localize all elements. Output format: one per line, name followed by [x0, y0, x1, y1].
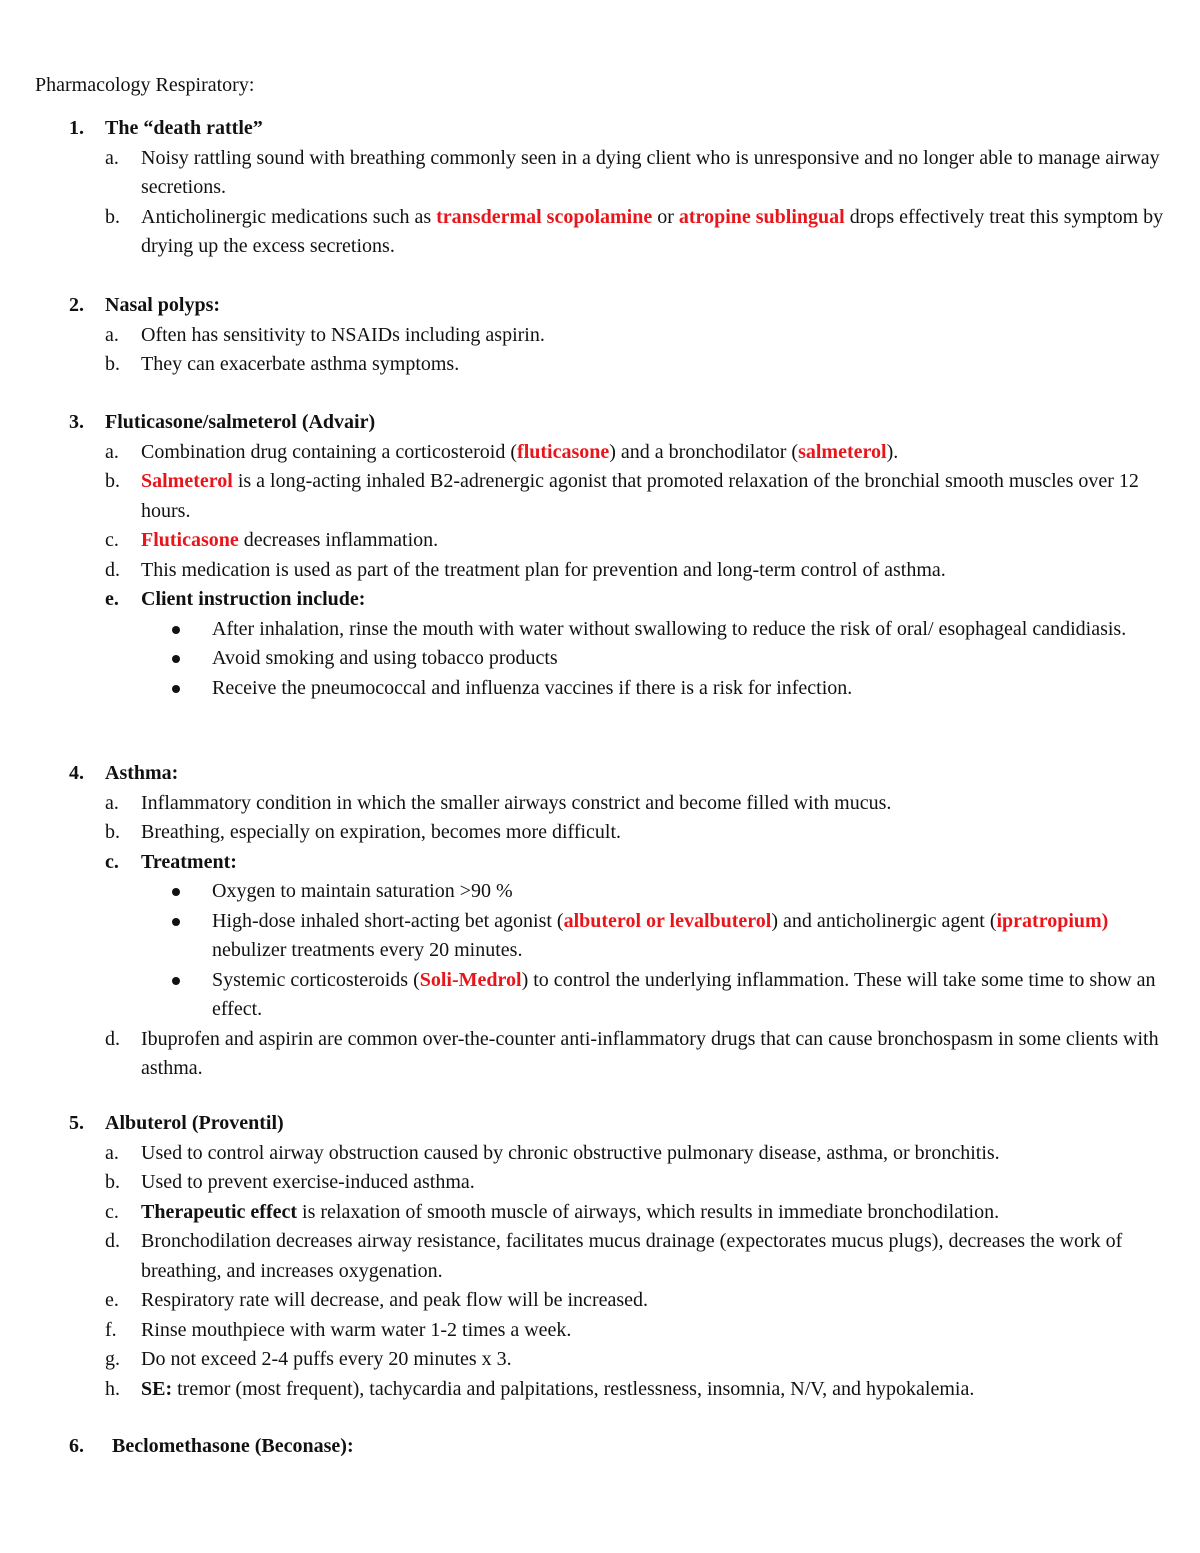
section-number: 1.	[69, 117, 84, 139]
bullet-text: Oxygen to maintain saturation >90 %	[212, 880, 513, 902]
bullet-icon	[172, 977, 180, 985]
item-marker: c.	[105, 1200, 119, 1223]
list-item	[0, 203, 1200, 262]
list-item	[0, 467, 1200, 526]
item-text: Bronchodilation decreases airway resistance, facilitates mucus drainage (expectorates mucus plugs), decreases the work of breathing, and increases oxygenation.	[141, 1230, 1123, 1282]
item-text: This medication is used as part of the treatment plan for prevention and long-term control of asthma.	[141, 558, 946, 581]
item-text: is relaxation of smooth muscle of airways, which results in immediate bronchodilation.	[297, 1200, 1000, 1223]
section-title: Albuterol (Proventil)	[105, 1112, 284, 1134]
item-text: ).	[886, 440, 899, 463]
highlight-drug: fluticasone	[517, 440, 610, 463]
list-item	[0, 848, 1200, 878]
item-marker: e.	[105, 1289, 119, 1311]
highlight-drug: salmeterol	[798, 440, 887, 463]
section-heading	[0, 291, 1200, 321]
section-heading	[0, 1432, 1200, 1462]
list-item	[0, 1316, 1200, 1346]
section-advair	[0, 408, 1200, 703]
highlight-drug: albuterol or levalbuterol	[563, 909, 772, 932]
section-albuterol	[0, 1109, 1200, 1404]
item-marker: b.	[105, 470, 120, 492]
section-number: 4.	[69, 762, 84, 784]
item-marker: a.	[105, 323, 119, 346]
item-text: Respiratory rate will decrease, and peak flow will be increased.	[141, 1289, 649, 1311]
bullet-text: After inhalation, rinse the mouth with water without swallowing to reduce the risk of oral/ esophageal candidiasis.	[212, 617, 1127, 640]
section-number: 6.	[69, 1435, 84, 1457]
item-marker: d.	[105, 1230, 120, 1252]
item-text: or	[652, 205, 679, 228]
item-text: Often has sensitivity to NSAIDs including aspirin.	[141, 323, 545, 346]
bullet-item	[0, 644, 1200, 674]
bullet-text: nebulizer treatments every 20 minutes.	[212, 939, 523, 961]
bullet-icon	[172, 685, 180, 693]
item-marker: b.	[105, 205, 120, 228]
highlight-drug: Salmeterol	[141, 470, 233, 492]
highlight-drug: ipratropium)	[996, 909, 1109, 932]
bullet-icon	[172, 888, 180, 896]
highlight-drug: atropine sublingual	[678, 205, 845, 228]
bullet-icon	[172, 655, 180, 663]
item-text: decreases inflammation.	[238, 529, 439, 551]
list-item	[0, 350, 1200, 380]
list-item	[0, 789, 1200, 819]
item-marker: a.	[105, 146, 119, 169]
section-title: Nasal polyps:	[105, 294, 221, 316]
item-marker: f.	[105, 1318, 117, 1341]
item-marker: g.	[105, 1348, 120, 1370]
item-marker: c.	[105, 850, 119, 873]
item-marker: b.	[105, 1171, 120, 1193]
item-text: ) and a bronchodilator (	[609, 440, 799, 463]
item-text: Do not exceed 2-4 puffs every 20 minutes x 3.	[141, 1348, 512, 1370]
bullet-item	[0, 615, 1200, 645]
list-item	[0, 321, 1200, 351]
list-item	[0, 1375, 1200, 1405]
item-text: Ibuprofen and aspirin are common over-the-counter anti-inflammatory drugs that can cause bronchospasm in some clients with asthma.	[141, 1027, 1159, 1079]
bullet-item	[0, 674, 1200, 704]
bullet-text: High-dose inhaled short-acting bet agonist (	[212, 909, 564, 932]
item-marker: d.	[105, 1027, 120, 1050]
item-text: Treatment:	[141, 850, 237, 873]
section-heading	[0, 408, 1200, 438]
section-number: 2.	[69, 294, 84, 316]
bullet-item	[0, 877, 1200, 907]
section-heading	[0, 1109, 1200, 1139]
item-text: Client instruction include:	[141, 588, 366, 610]
item-marker: a.	[105, 791, 119, 814]
item-text: Combination drug containing a corticosteroid (	[141, 440, 518, 463]
list-item	[0, 1286, 1200, 1316]
section-number: 5.	[69, 1112, 84, 1134]
list-item	[0, 556, 1200, 586]
item-marker: c.	[105, 529, 119, 551]
item-text: Rinse mouthpiece with warm water 1-2 times a week.	[141, 1318, 572, 1341]
item-marker: b.	[105, 821, 120, 843]
list-item	[0, 1139, 1200, 1169]
section-title: Fluticasone/salmeterol (Advair)	[105, 411, 376, 433]
item-marker: h.	[105, 1377, 120, 1400]
list-item	[0, 818, 1200, 848]
list-item	[0, 585, 1200, 615]
item-text: tremor (most frequent), tachycardia and palpitations, restlessness, insomnia, N/V, and hypokalemia.	[172, 1377, 975, 1400]
bold-term: SE:	[141, 1377, 173, 1400]
bold-term: Therapeutic effect	[141, 1200, 298, 1223]
list-item	[0, 526, 1200, 556]
item-marker: a.	[105, 1141, 119, 1164]
item-text: Used to control airway obstruction caused by chronic obstructive pulmonary disease, asthma, or bronchitis.	[141, 1141, 1000, 1164]
bullet-icon	[172, 918, 180, 926]
item-text: Inflammatory condition in which the smaller airways constrict and become filled with mucus.	[141, 791, 892, 814]
list-item	[0, 1168, 1200, 1198]
list-item	[0, 1198, 1200, 1228]
highlight-drug: transdermal scopolamine	[436, 205, 653, 228]
bullet-item	[0, 907, 1200, 966]
bullet-icon	[172, 626, 180, 634]
item-marker: d.	[105, 558, 120, 581]
highlight-drug: Soli-Medrol	[419, 968, 522, 991]
section-death-rattle	[0, 114, 1200, 262]
section-heading	[0, 759, 1200, 789]
list-item	[0, 144, 1200, 203]
section-title: Beclomethasone (Beconase):	[112, 1435, 354, 1457]
item-marker: b.	[105, 353, 120, 375]
bullet-text: Systemic corticosteroids (	[212, 968, 420, 991]
item-text: is a long-acting inhaled B2-adrenergic agonist that promoted relaxation of the bronchial smooth muscles over 12 hours.	[141, 470, 1139, 522]
item-marker: a.	[105, 440, 119, 463]
item-text: drops effectively treat this symptom by drying up the excess secretions.	[141, 205, 1164, 257]
bullet-text: ) to control the underlying inflammation. These will take some time to show an effect.	[212, 968, 1156, 1020]
item-text: Noisy rattling sound with breathing commonly seen in a dying client who is unresponsive and no longer able to manage airway secretions.	[141, 146, 1160, 198]
section-asthma	[0, 759, 1200, 1084]
list-item	[0, 1227, 1200, 1286]
section-beclomethasone	[0, 1432, 1200, 1462]
bullet-item	[0, 966, 1200, 1025]
highlight-drug: Fluticasone	[141, 529, 239, 551]
list-item	[0, 1345, 1200, 1375]
list-item	[0, 1025, 1200, 1084]
bullet-text: ) and anticholinergic agent (	[771, 909, 997, 932]
item-text: They can exacerbate asthma symptoms.	[141, 353, 460, 375]
item-text: Anticholinergic medications such as	[141, 205, 437, 228]
item-text: Used to prevent exercise-induced asthma.	[141, 1171, 475, 1193]
section-number: 3.	[69, 411, 84, 433]
section-title: Asthma:	[105, 762, 179, 784]
item-text: Breathing, especially on expiration, becomes more difficult.	[141, 821, 622, 843]
item-marker: e.	[105, 588, 119, 610]
section-heading	[0, 114, 1200, 144]
bullet-text: Avoid smoking and using tobacco products	[212, 647, 558, 669]
list-item	[0, 438, 1200, 468]
bullet-text: Receive the pneumococcal and influenza vaccines if there is a risk for infection.	[212, 676, 853, 699]
page-title: Pharmacology Respiratory:	[35, 74, 255, 96]
section-nasal-polyps	[0, 291, 1200, 380]
section-title: The “death rattle”	[105, 117, 263, 139]
